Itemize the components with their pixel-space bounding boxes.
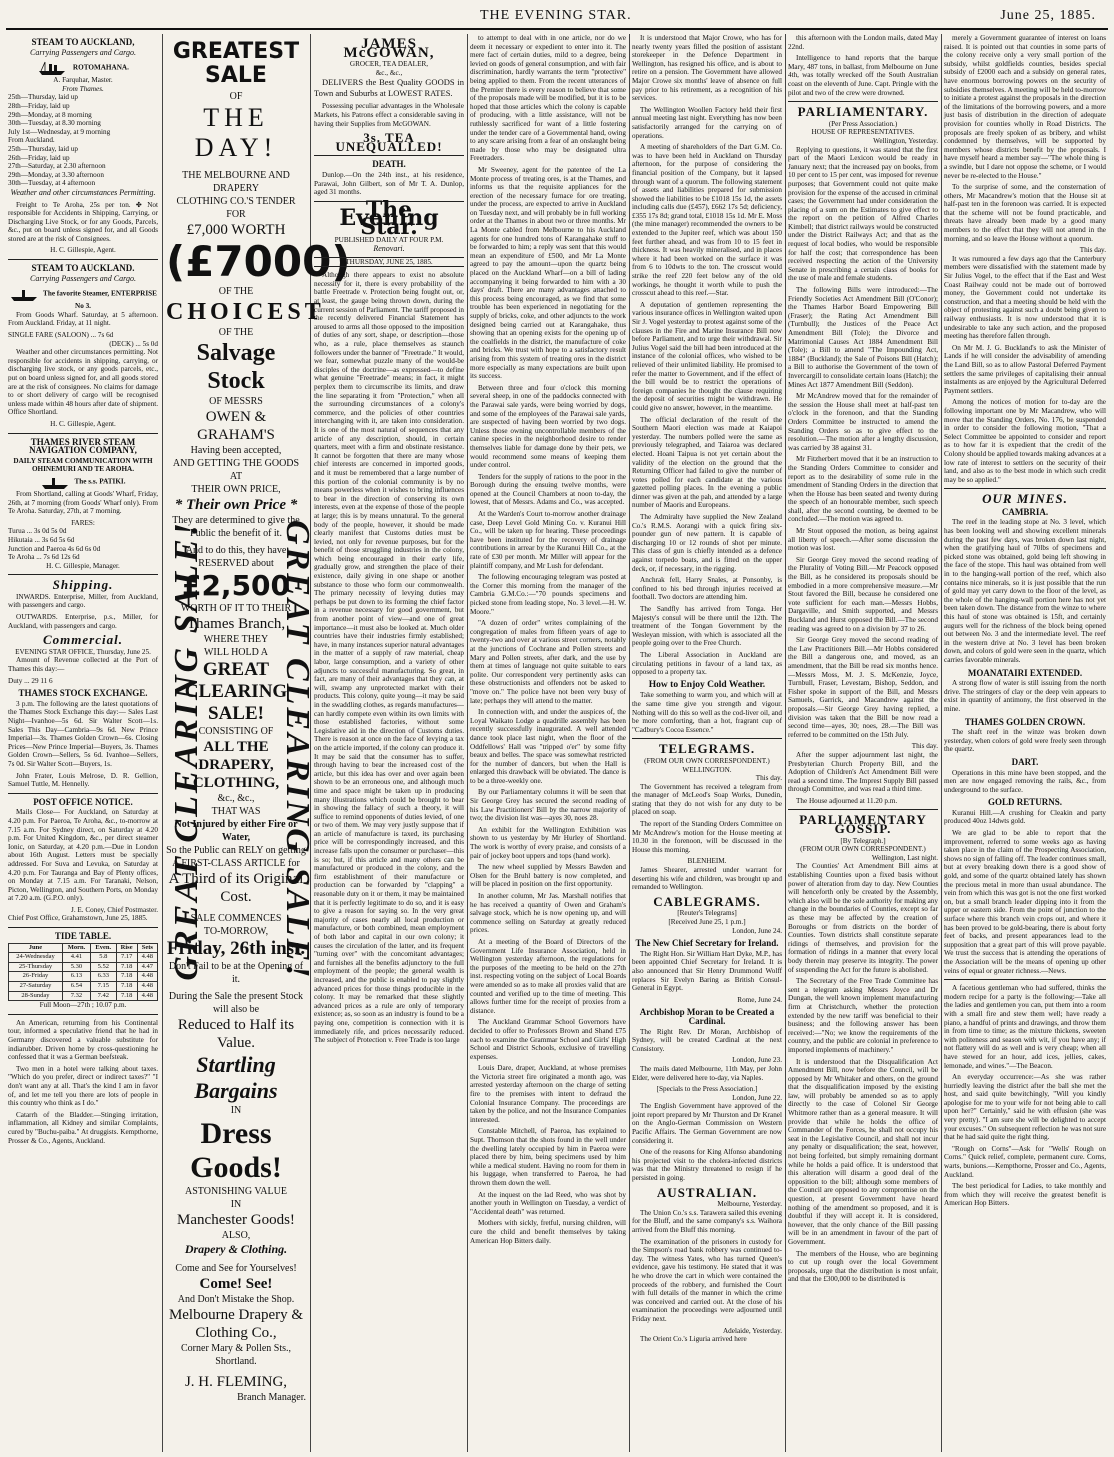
tide-column-header: June xyxy=(9,943,63,953)
tide-cell: 7.17 xyxy=(116,953,137,963)
tide-cell: 4.48 xyxy=(137,991,157,1001)
tide-column-header: Morn. xyxy=(62,943,90,953)
clearing-sale-advertisement: GREATEST SALE OF THE DAY! THE MELBOURNE AND DRAPERY CLOTHING CO.'S TENDER FOR £7,000 WORTH (£7000) OF THE CHOICEST OF THE Salvage Stock OF MESSRS OWEN & GRAHAM'S Having been accepted, AND GETTING THE GOODS AT THEIR OWN PRICE, * Their own Price * They are determined to give the Public the benefit of it. And to do this, they have RESERVED about £2,500 WORTH OF IT TO THEIR Thames Branch, WHERE THEY WILL HOLD A GREAT CLEARING SALE! CONSISTING OF ALL THE DRAPERY, CLOTHING, &c., &c., THAT WAS Not Injured by either Fire or Water, So the Public can RELY on getting A FIRST-CLASS ARTICLE for A Third of its Original Cost. SALE COMMENCES TO-MORROW, Friday, 26th inst. Don't Fail to be at the Opening of it. During the Sale the present Stock will also be Reduced to Half its Value. Startling Bargains IN Dress Goods! ASTONISHING VALUE IN Manchester Goods! ALSO, Drapery & Clothing. Come and See for Yourselves! Come! See! And Don't Mistake the Shop. Melbourne Drapery & Clothing Co., Corner Mary & Pollen Sts., Shortland. J. H. FLEMING, Branch Manager. xyxy=(166,39,351,1403)
tide-cell: 7.18 xyxy=(116,982,137,992)
parliamentary-heading: PARLIAMENTARY. xyxy=(797,104,929,120)
tide-cell: 28-Sunday xyxy=(9,991,63,1001)
telegrams-heading: TELEGRAMS. xyxy=(658,741,756,757)
schedule-line: 25th—Thursday, laid up xyxy=(8,144,79,153)
tide-cell: 24-Wednesday xyxy=(9,953,63,963)
fare-line: Junction and Paeroa 4s 6d 6s 0d xyxy=(8,544,101,553)
column-5: It is understood that Major Crowe, who has for nearly twenty years filled the position of assistant storekeeper in the Defence Department in Wellington, has resigned his office, and is about to retire on a pension. The Government have allowed Major Crowe six months' leave of absence on full pay prior to his retirement, as a recognition of his services. The Wellington Woollen Factory held their first annual meeting last night. Everything has now been satisfactorily arranged for the carrying on of operations. A meeting of shareholders of the Dart G.M. Co. was to have been held in Auckland on Thursday afternoon, for the purpose of considering the financial position of the Company, but it lapsed through want of a quorum. The following statement of assets and liabilities prepared for submission showed the liabilities to be £1018 15s 1d, the assets including calls due (£457), £662 17s 5d; deficiency, £355 17s 8d; grand total, £1018 15s 1d. Mr E. Moss (the mine manager) recommended the owners to be extended to the Jupiter reef, which was about 150 feet further ahead, and was from 10 to 15 feet in thickness. It was heavily mineralised, and in places where it had been worked on the surface it was from 6 to 10dwts to the ton. The crosscut would strike the reef 220 feet below any of the old workings, he thought it worth while to push the crosscut ahead to this reef.—Star. A deputation of gentlemen representing the various insurance offices in Wellington waited upon Sir J. Vogel yesterday to protest against some of the clauses in the Fire and Marine Insurance Bill now before Parliament, and to urge their withdrawal. Sir Julius Vogel said the bill had been introduced at the instance of the colonial offices, who wished to be relieved of their unlimited liability. He promised to refer the matter to Government, and if the effect of the bill would be to restrict the operations of foreign companies he thought the clause requiring the deposit of securities might be withdrawn. He could give no answer, however, in the meantime. The official declaration of the result of the Southern Maori election was made at Kaiapoi yesterday. The numbers polled were the same as previously telegraphed, and Taiaroa was declared elected. Hoani Taipua is not yet certain about the validity of the election on the ground that the Returning Officer had failed to give the number of votes polled for each candidate at the various gazetted polling places. In the evening a public dinner was given at the pah, and attended by a large number of Maoris and Europeans. The Admiralty have supplied the New Zealand Co.'s R.M.S. Aorangi with a quick firing six-pounder gun of new pattern. It is capable of discharging 10 or 12 rounds of shot per minute. This class of gun is chiefly intended as a defence against torpedo boats, and is fitted on the upper deck, or, if necessary, in the rigging. Anchrak fell, Harry Snales, at Ponsonby, is confined to his bed through injuries received at football. Two doctors are attending him. The Sandfly has arrived from Tonga. Her Majesty's consul will be there until the 12th. The treatment of the Tongan Government by the Wesleyan mission, with which is associated all the people going over to the Free Church. The Liberal Association in Auckland are circulating petitions in favour of a land tax, as opposed to a property tax. How to Enjoy Cold Weather. Take something to warm you, and which will at the same time give you strength and vigour. Nothing will do this so well as the cod-liver oil, and be more comforting, than a hot, fragrant cup of "Cadbury's Cocoa Essence." TELEGRAMS. (FROM OUR OWN CORRESPONDENT.) WELLINGTON. This day. The Government has received a telegram from the manager of McLeod's Soap Works, Dunedin, stating that they do not wish for any duty to be placed on soap. The report of the Standing Orders Committee on Mr McAndrew's motion for the House meeting at 10.30 in the forenoon, will be discussed in the House this morning. BLENHEIM. James Shearer, arrested under warrant for deserting his wife and children, was brought up and remanded to Wellington. CABLEGRAMS. [Reuter's Telegrams] [Received June 25, 1 p.m.] London, June 24. The New Chief Secretary for Ireland. The Right Hon. Sir William Hart Dyke, M.P., has been appointed Chief Secretary for Ireland. It is also announced that Sir Henry Drummond Wolff replaces Sir Evelyn Baring as British Consul-General in Egypt. Rome, June 24. Archbishop Moran to be Created a Cardinal. The Right Rev. Dr Moran, Archbishop of Sydney, will be created Cardinal at the next Consistory. London, June 23. The mails dated Melbourne, 11th May, per John Elder, were delivered here to-day, via Naples. [Specials to the Press Association.] London, June 22. The English Government have approved of the joint report prepared by Mr Thurston and Dr Kranel on the Anglo-German Commission on Western Pacific Affairs. The German Government are now considering it. One of the reasons for King Alfonso abandoning his projected visit to the cholera-infected districts was that the Ministry threatened to resign if he persisted in going. AUSTRALIAN. Melbourne, Yesterday. The Union Co.'s s.s. Tarawera sailed this evening for the Bluff, and the same company's s.s. Waihora arrived from the Bluff this morning. The examination of the prisoners in custody for the Simpson's road bank robbery was continued to-day. The witness Yates, who has turned Queen's evidence, gave his testimony. He stated that it was he who drove the cart in which were contained the proceeds of the robbery, and furnished the Court with full details of the manner in which the crime was conceived and carried out. At the close of his examination the proceedings were adjourned until Friday next. Adelaide, Yesterday. The Orient Co.'s Liguria arrived here xyxy=(632,34,782,1344)
steamship-icon xyxy=(9,286,39,302)
tide-column-header: Rise xyxy=(116,943,137,953)
tide-cell: 7.18 xyxy=(116,991,137,1001)
fare-line: Turua ... 3s 0d 5s 0d xyxy=(8,527,67,536)
fare-line: Te Aroha ... 7s 6d 12s 6d xyxy=(8,553,80,562)
tide-cell: 6.33 xyxy=(90,972,116,982)
schedule-line: 26th—Friday, laid up xyxy=(8,153,70,162)
tide-row xyxy=(9,982,158,992)
fares-list xyxy=(8,527,158,561)
tide-cell: 4.48 xyxy=(137,972,157,982)
column-divider xyxy=(162,34,163,1452)
schedule-line: 29th—Monday, at 3.30 afternoon xyxy=(8,170,104,179)
schedule-line: July 1st—Wednesday, at 9 morning xyxy=(8,127,111,136)
tide-cell: 7.18 xyxy=(116,972,137,982)
cold-weather-heading: How to Enjoy Cold Weather. xyxy=(648,679,766,690)
tide-cell: 4.47 xyxy=(137,962,157,972)
tide-cell: 26-Friday xyxy=(9,972,63,982)
cablegrams-heading: CABLEGRAMS. xyxy=(653,893,761,909)
commercial-heading: Commercial. xyxy=(43,632,123,648)
tide-column-header: Even. xyxy=(90,943,116,953)
schedule-line: 30th—Tuesday, at 4 afternoon xyxy=(8,179,96,188)
column-6: this afternoon with the London mails, dated May 22nd. Intelligence to hand reports that the barque Mary, 487 tons, in ballast, from Melbourne on June 4th, was totally wrecked off the South Australian coast on the eleventh of June. Capt. Pringle with the pilot and two of the crew were drowned. PARLIAMENTARY. (Per Press Association.) HOUSE OF REPRESENTATIVES. Wellington, Yesterday. Replying to questions, it was stated that the first part of the Maori Lexicon would be ready in January next; that the increased pay on books, from 10 per cent to 15 per cent, was imposed for revenue purposes; that Government could not quite make provision for the expense of the accused in criminal cases; the Government had under consideration the placing of a sum on the Estimates to give effect to the report on the petition of Alfred Charles Kimbell; that district railways would be constructed under the District Railways Act; and that as the request of local bodies, who would be responsible for half the cost; that correspondence has been received respecting the action of the University Senate in prescribing a certain class of books for the use of male and female students. The following Bills were introduced:—The Friendly Societies Act Amendment Bill (O'Conor); the Thames Harbor Board Empowering Bill (Fraser); the Rating Act Amendment Bill (Turnbull); the Justices of the Peace Act Amendment Bill (Tole); the Divorce and Matrimonial Causes Act 1884 Amendment Bill (Tole); a Bill to amend "The Impounding Act, 1884" (Buckland); the Sale of Poisons Bill (Hatch); a Bill to authorise the Government of the town of Invercargill to consolidate certain loans (Hatch); the Mines Act 1877 Amendment Bill (Seddon). Mr McAndrew moved that for the remainder of the session the House shall meet at half-past ten o'clock in the forenoon, and that the Standing Orders Committee be instructed to amend the Standing Orders so as to give effect to the resolution.—The motion after a lengthy discussion, was carried by 38 against 31. Mr Fitzherbert moved that it be an instruction to the Standing Orders Committee to consider and report as to the desirability of some rule in the amendment of Standing Orders in the direction that when the House has been seated and twenty during the speech of an honourable member, such speech shall, after the second counting, be deemed to be concluded.—The motion was agreed to. Mr Stout opposed the motion, as being against all liberty of speech.—After some discussion the motion was lost. Sir George Grey moved the second reading of the Plurality of Voting Bill.—Mr Peacock opposed the Bill, as he considered its proposals should be embodied in a more comprehensive measure.—Mr Stout favored the Bill, because he considered one vote sufficient for each man.—Messrs Hobbs, Dargaville, and Smith supported, and Messrs Buckland and Hurst opposed the Bill.—The second reading was agreed to on a division by 37 to 26. Sir George Grey moved the second reading of the Law Practitioners Bill.—Mr Hobbs considered the Bill a dangerous one, and moved, as an amendment, that the Bill be read six months hence.—Messrs Moss, M. J. S. McKenzie, Joyce, Turnbull, Fraser, Levestam, Bishop, Seddon, and Fisher spoke in support of the Bill, and Messrs Samuels, Garrick, and Macandrew against the proposals.—Sir George Grey having replied, a division was taken that the Bill be now read a second time—ayes, 30; noes, 28.—The Bill was referred to be committed on the 15th July. This day. After the supper adjournment last night, the Presbyterian Church Property Bill, and the Adoption of Children's Act Amendment Bill were read a second time. The Imprest Supply Bill passed through Committee, and was read a third time. The House adjourned at 11.20 p.m. PARLIAMENTARY GOSSIP. [By Telegraph.] (FROM OUR OWN CORRESPONDENT.) Wellington, Last night. The Counties' Act Amendment Bill aims at establishing Counties upon a fixed basis without power of alteration from day to day. New Counties will henceforth only be created by the Assembly, which also will be the sole authority for making any change in the boundaries of Counties, except so far as these may be affected by the creation of Boroughs or from districts on the border of Counties. Town districts shall constitute separate ridings of themselves, and provision for the formation of ridings in a manner that every local body therein may preserve its integrity. The power of suspending the Act for the future is abolished. The Secretary of the Free Trade Committee has sent a telegram asking Messrs Joyce and Dr Dungan, the well known implement manufacturing firm at Christchurch, whether the protection extended by the new tariff was beneficial to their business; and the following answer has been received:—"No; we know the requirements of the country, and the public are colonial in preference to imported implements of machinery." It is understood that the Disqualification Act Amendment Bill, now before the Council, will be opposed by Mr Whitaker and others, on the ground that the disqualification imposed by the existing law, will probably be amended so as to apply directly to the case of Colonel Sir George Whitmore rather than as a general measure. It will provide that while he holds the office of Commander of the Forces, he shall not occupy his seat in the Legislative Council, and shall not incur any penalty or disqualification; the seat, however, not being forfeited, but simply remaining dormant while he holds a paid office. It is understood that this alteration will disarm a good deal of the opposition to the bill; although some members of the Council are opposed to any compromise on the question, at present Government have heard nothing of the amendment so proposed, and it is doubtful if they will accept it. It is considered, however, that the only chance of the Bill passing will be in an amendment in favour of the part of Government. The members of the House, who are beginning to cut up rough over the local Government proposals, urge that the distribution is most unfair, and that the £300,000 to be distributed is xyxy=(788,34,938,1284)
column-1-shipping: STEAM TO AUCKLAND, Carrying Passengers and Cargo. ROTOMAHANA. A. Farquhar, Master. From Thames. 25th—Thursday, laid up 28th—Friday, laid up 29th—Monday, at 8 morning 30th—Tuesday, at 8.30 morning July 1st—Wednesday, at 9 morning From Auckland. 25th—Thursday, laid up 26th—Friday, laid up 27th—Saturday, at 2.30 afternoon 29th—Monday, at 3.30 afternoon 30th—Tuesday, at 4 afternoon Weather and other circumstances Permitting. Freight to Te Aroha, 25s per ton. ✤ Not responsible for Accidents in Shipping, Carrying, or Discharging Live Stock, or for any Goods, Parcels, &c., put on board unless signed for, and all Goods stored are at the risk of Consignees. H. C. Gillespie, Agent. STEAM TO AUCKLAND. Carrying Passengers and Cargo. The favorite Steamer, ENTERPRISE No 3. From Goods Wharf. Saturday, at 5 afternoon. From Auckland. Friday, at 11 night. SINGLE FARE (SALOON) ... 7s 6d (DECK) ... 5s 0d Weather and other circumstances permitting. Not responsible for accidents in shipping, carrying, or discharging live stock, or any goods parcels, etc., put on board unless signed for, and all goods stored are at the risk of consignees. No claims for damage to or short delivery of cargo will be recognised unless made within 48 hours after date of shipment. Office Shortland. H. C. Gillespie, Agent. THAMES RIVER STEAM NAVIGATION COMPANY, DAILY STEAM COMMUNICATION WITH OHINEMURI AND TE AROHA. The s.s. PATIKI. From Shortland, calling at Goods' Wharf, Friday, 26th, at 7 morning (from Goods' Wharf only). From Te Aroha. Saturday, 27th, at 7 morning. FARES: Turua ... 3s 0d 5s 0d Hikutaia ... 3s 6d 5s 6d Junction and Paeroa 4s 6d 6s 0d Te Aroha ... 7s 6d 12s 6d H. C. Gillespie, Manager. Shipping. INWARDS. Enterprise, Miller, from Auckland, with passengers and cargo. OUTWARDS. Enterprise, p.s., Miller, for Auckland, with passengers and cargo. Commercial. EVENING STAR OFFICE, Thursday, June 25. Amount of Revenue collected at the Port of Thames this day:— Duty ... 29 11 6 THAMES STOCK EXCHANGE. 3 p.m. The following are the latest quotations of the Thames Stock Exchange this day:— Sales Last Night—Ivanhoe—5s 6d. Sir Walter Scott—1s. Sales This Day—Cambria—9s 6d. New Prince Imperial—3s. Thames Golden Crown—6s. Closing Prices—New Prince Imperial—Buyers, 3s. Thames Golden Crown—Sellers, 5s 6d. Ivanhoe—Sellers, 7s 0d. Sir Walter Scott—Buyers, 1s. John Frater, Louis Melrose, D. R. Gellion, Samuel Tuttle, M. Hennelly. POST OFFICE NOTICE. Mails Close— For Auckland, on Saturday at 4.20 p.m. For Paeroa, Te Aroha, &c., to-morrow at 7.15 a.m. For Sydney direct, on Saturday at 4.20 p.m. For United Kingdom, &c., per direct steamer Ionic, on Saturday, at 4.20 p.m.—Due in London about 16th August. Letters must be specially addressed. For Suva and Levuka, on Saturday at 4.20 p.m. For Tauranga and Bay of Plenty offices, on Monday at 7.15 a.m. For Taranaki, Nelson, Picton, Wellington, and Southern Ports, on Monday at 7.20 a.m. (G.P.O. only). J. E. Coney, Chief Postmaster. Chief Post Office, Grahamstown, June 25, 1885. TIDE TABLE. June Morn. Even. Rise Sets 24-Wednesday 4.41 5.8 7.17 4.48 25-Thursday 5.30 5.52 7.18 4.47 26-Friday 6.13 6.33 7.18 4.48 27-Saturday 6.54 7.15 7.18 4.48 28-Sunday 7.32 7.42 7.18 4.48 Full Moon—27th ; 10.07 p.m. An American, returning from his Continental tour, informed a speculative friend that he had in Germany discovered a valuable substitute for indiarubber. Driven home by cross-questioning he confessed that it was a German beefsteak. Two men in a hotel were talking about taxes. "Which do you prefer, direct or indirect taxes?" "I don't want any at all. That's the kind I am in favor of, and let me tell you there are lots of people in this country who think as I do." Catarrh of the Bladder.—Stinging irritation, inflammation, all Kidney and similar Complaints, cured by "Buchu-paiba." At druggists. Kempthorne, Prosser & Co., Agents, Auckland. xyxy=(8,37,158,1145)
great-clearing-sale-vertical-right: GREAT CLEARING SALE! xyxy=(279,520,316,981)
column-7: merely a Government guarantee of interest on loans raised. It is pointed out that counties in some parts of the colony receive only a very small portion of the subsidy, whilst goldfields counties, besides special subsidy of £2000 each and a subsidy on general rates, have enormous borrowing powers on the security of subsidies themselves. A meeting will be held to-morrow to initiate a protest against the proposals in the direction of the limitations of the borrowing powers, and a more just basis of distribution in the direction of adequate provision for counties wholly in Road Districts. The proposals are freely spoken of as bribery, and whilst condemned by themselves, will be supported by members whose districts benefit by the proposals. I have myself heard a member say—"The whole thing is a swindle, but I dare not oppose the scheme, or I would never be re-elected to the House." To the surprise of some, and the consternation of others, Mr Macandrew's motion that the House sit at half-past ten in the forenoon was carried. It is expected that the scheme will not be found practicable, and threats have already been made by a good many members to the effect that they will not attend in the morning, and so leave the House without a quorum. This day. It was rumoured a few days ago that the Canterbury members were dissatisfied with the statement made by Sir Julius Vogel, to the effect that if the East and West Coast Railway could not be made out of borrowed money, the Government could not undertake its construction, and that a meeting should be held with the object of protesting against such a doubt being given to railway enthusiasts. It is now understood that it is undesirable to take any such action, and the proposed meeting has therefore fallen through. On Mr M. J. G. Buckland's to ask the Minister of Lands if he will consider the advisability of amending the Land Bill, so as to allow Pastoral Deferred Payment settlers the same privileges of capitalising their annual instalments as are enjoyed by the Agricultural Deferred Payment settlers. Among the notices of motion for to-day are the following important one by Mr Macandrew, who will move that the Standing Orders, No. 176, be suspended in order to consider the following motion, "That a Select Committee be appointed to consider and report as to how far it is expedient that the credit of the Colony should be applied towards making advances at a low rate of interest to settlers on the security of their land, and also as to the best mode in which such credit may be so applied." OUR MINES. CAMBRIA. The reef in the leading stope at No. 3 level, which has been looking well and showing excellent minerals during the past few days, was broken down last night, when the gratifying haul of 70lbs of specimens and picked stone was obtained, gold being left showing in the face of the stope. This haul was obtained from well in to the hanging-wall portion of the reef, which also contains nice minerals, so it is just possible that the run of gold may yet carry down to the floor of the level, as the whole of the hanging-wall portion here has not yet been taken down. The distance from the winze to where this haul of stone was obtained is 15ft, and certainly augurs well for the richness of the block being opened out between No. 3 and the intermediate level. The reef in the western drive at No. 3 level has been broken down, and colors of gold were seen in the quartz, which carries favorable minerals. MOANATAIRI EXTENDED. A strong flow of water is still issuing from the north drive. The stringers of clay or the deep vein appears to exist in quantity of antimony, the first observed in the mine. THAMES GOLDEN CROWN. The shaft reef in the winze was broken down yesterday, when colors of gold were freely seen through the quartz. DART. Operations in this mine have been stopped, and the men are now engaged removing the rails, &c., from underground to the surface. GOLD RETURNS. Kuranui Hill.—A crushing for Cleakin and party produced 40oz 14dwts gold. We are glad to be able to report that the improvement, referred to some weeks ago as having taken place in the claim of the Prospecting Association, shows no sign of falling off. The leader continues small, but at every breaking down there is a good show of gold, and some of the quartz obtained lately has shown the precious metal in more than usual abundance. The vein from which this was got is not the one first worked on, but a small branch leader dipping into it from the upper or eastern side. From the point of junction to the surface where this branch vein crops out, and where it has been proved to be gold-bearing, there is about forty feet of backs, and present appearances lead to the supposition that a great part of this will prove payable. We trust the success that is attending the operations of the Association will be the means of opening up other veins of equal or greater richness.—News. A facetious gentleman who had suffered, thinks the modern recipe for a party is the following:—Take all the ladies and gentlemen you can, put them into a room with a small fire and stew them well; have ready a piano, a handful of prints and drawings, and throw them in from time to time; as the mixture thickens, sweeten with politeness and season with wit, if you have any; if not flattery will do as well and is very cheap; when all have stewed for an hour, add ices, jellies, cakes, lemonade, and wines."—The Beacon. An everyday occurrence:—As she was rather hurriedly leaving the district after the ball she met the host, and said quite bewitchingly, "Will you kindly apologise for me to your wife for not being able to call upon her?" Certainly," said he with effusion (she was very pretty). "I am sure she will be delighted to accept your excuses." On subsequent reflection he was not sure that he had said quite the right thing. "Rough on Corns"—Ask for "Wells' Rough on Corns." Quick relief, complete, permanent cure. Corns, warts, bunions.—Kempthorne, Prosser and Co., Agents, Auckland. The best periodical for Ladies, to take monthly and from which they will receive the greatest benefit is American Hop Bitters. xyxy=(944,34,1107,1208)
column-4: to attempt to deal with in one article, nor do we deem it necessary or expedient to enter into it. The mere fact of certain duties, mild to a degree, being levied on goods of general consumption, and with fair discrimination, hardly warrants the term "protective" being applied to them. From the recent utterances of the Premier there is every reason to believe that some of the proposals made will be modified, but it is to be hoped that those articles which the colony is capable of producing, with a little assistance, will not be ruthlessly sacrificed for want of a little fostering under the tender care of a Governmental hand, owing to any scare arising from a fear of an onslaught being made by those who may be designated ultra Freetraders. Mr Sweeney, agent for the patentee of the La Monte process of treating ores, is at the Thames, and informs us that the requisite appliances for the erection of the necessary furnace for ore treating, under the process, are expected to arrive in Auckland on Tuesday next, and will probably be in full working order at the Thames in about two or three months. Mr La Monte cabled from Melbourne to his Auckland agents for one hundred tons of Karangahake stuff to be forwarded to him; a reply was sent that this would mean an expenditure of £500, and Mr La Monte agreed to pay the amount—upon the quartz being placed on the Auckland Wharf—on a bill of lading accompanying it being forwarded to him with a 30 days' draft. There are many advantages attached to this process being encouraged, as we find that some trouble has been experienced in negotiating for the supply of bricks, coke, and other adjuncts to the work designed being carried out at Karangahake, thus showing that an opening exists for the opening up of the coalfields in the district, the manufacture of coke and bricks. We trust with hope to a satisfactory result arising from this system of treating ores in the district more especially as many expectations are built upon its success. Between three and four o'clock this morning several sheep, in one of the paddocks connected with the Parawai sale yards, were being worried by dogs, and some of the employees of the Parawai sale yards, are suspected of having been worried by two dogs. Unless those owning uncontrollable members of the canine species in the neighborhood desire to render themselves liable for damage done by their pets, we would recommend some means of keeping them under control. Tenders for the supply of rations to the poor in the Borough during the ensuing twelve months, were opened at the Council Chambers at noon to-day, the lowest, that of Messrs. Adams and Co., was accepted. At the Warden's Court to-morrow another drainage case, Deep Level Gold Mining Co. v. Kuranui Hill Co., will be taken up for hearing. These proceedings have been instituted for the recovery of drainage contributions in arrear by the Kuranui Hill Co., at the rate of £30 per month. Mr Miller will appear for the plaintiff company, and Mr Lush for defendant. The following encouraging telegram was posted at the Corner this morning from the manager of the Cambria G.M.Co.:—"70 pounds specimens and picked stone from leading stope, No. 3 level.—H. W. Moore." "A dozen of order" writes complaining of the congregation of males from fifteen years of age to twenty-two and over at various street corners, notably at the junctions of Cochrane and Pollen streets and Mary and Pollen streets, after dark, and the use by them at times of language not quite suitable to ears polite. Our correspondent very pertinently asks can these obstructionists and offenders not be asked to "move on." The police have not been very busy of late; perhaps they will attend to the matter. In connection with, and under the auspices of, the Loyal Waikato Lodge a quadrille assembly has been recently successfully inaugurated. A well attended dance took place last night, when the floor of the Oddfellows' Hall was "tripped o'er" by some fifty beaux and belles. The space was somewhat restricted for the number of dancers, but when the Hall is enlarged this drawback will be obviated. The dance is to be a three-weekly one. By our Parliamentary columns it will be seen that Sir George Grey has secured the second reading of his Law Practitioners' Bill by the narrow majority of two; the division list was—ayes 30, noes 28. An exhibit for the Wellington Exhibition was shown to us yesterday by Mr Hurley of Shortland. The work is worthy of every praise, and consists of a pair of jockey boot uppers and tops (hand work). The new wheel supplied by Messrs Bawden and Olsen for the Bruhl battery is now completed, and will be placed in position on the first opportunity. In another column, Mr Jas. Marshall notifies that he has received a quantity of Owen and Graham's salvage stock, which he is now opening up, and will commence selling on Saturday at greatly reduced prices. At a meeting of the Board of Directors of the Government Life Insurance Association, held in Wellington yesterday afternoon, the regulations for the purposes of the meeting to be held on the 27th inst. respecting voting on the subject of Local Boards were amended so as to make all proxies valid that are counted and verified up to the time of meeting. This allows further time for the receipt of proxies from a distance. The Auckland Grammar School Governors have decided to offer to Professors Brown and Shand £75 each to examine the Grammar School and Girls' High School and District Schools, exclusive of travelling expenses. Louis Dare, draper, Auckland, at whose premises the Victoria street fire originated a month ago, was arrested yesterday afternoon on the charge of setting fire to the premises with intent to defraud the Colonial Insurance Company. The proceedings are taken by the police, and not the Insurance Companies interested. Constable Mitchell, of Paeroa, has explained to Supt. Thomson that the shots found in the well under the dwelling lately occupied by him in Paeroa were placed there by him, being specimens used by him while a medical student. Having no room for them in his luggage, when transferred to Paeroa, he had thrown them down the well. At the inquest on the lad Reed, who was shot by another youth in Wellington on Tuesday, a verdict of "Accidental death" was returned. Mothers with sickly, fretful, nursing children, will cure the child and benefit themselves by taking American Hop Bitters daily. xyxy=(470,34,626,1245)
schedule-line: From Auckland. xyxy=(8,136,55,145)
tide-cell: 4.48 xyxy=(137,953,157,963)
masthead: The Evening Star. xyxy=(339,196,439,240)
tide-cell: 7.32 xyxy=(62,991,90,1001)
tide-row xyxy=(9,962,158,972)
sailing-schedule xyxy=(8,93,158,188)
fare-line: Hikutaia ... 3s 6d 5s 6d xyxy=(8,535,75,544)
schedule-line: 28th—Friday, laid up xyxy=(8,101,70,110)
tide-cell: 6.13 xyxy=(62,972,90,982)
newspaper-title: THE EVENING STAR. xyxy=(480,8,632,23)
steamship-icon xyxy=(40,474,70,490)
tide-cell: 7.15 xyxy=(90,982,116,992)
steam-auckland-heading: STEAM TO AUCKLAND, xyxy=(31,37,135,47)
australian-heading: AUSTRALIAN. xyxy=(656,1184,758,1200)
schedule-line: 25th—Thursday, laid up xyxy=(8,93,79,102)
tide-cell: 25-Thursday xyxy=(9,962,63,972)
parliamentary-gossip-heading: PARLIAMENTARY GOSSIP. xyxy=(799,812,927,837)
steamship-icon xyxy=(37,60,67,76)
tide-cell: 27-Saturday xyxy=(9,982,63,992)
tide-cell: 4.41 xyxy=(62,953,90,963)
tide-row xyxy=(9,953,158,963)
tide-cell: 6.54 xyxy=(62,982,90,992)
tide-cell: 4.48 xyxy=(137,982,157,992)
tide-cell: 5.52 xyxy=(90,962,116,972)
our-mines-heading: OUR MINES. xyxy=(982,491,1068,507)
tide-cell: 7.42 xyxy=(90,991,116,1001)
header-rule xyxy=(6,28,1108,30)
mcgowan-advert-title: JAMES McGOWAN, xyxy=(343,36,435,61)
tide-cell: 7.18 xyxy=(116,962,137,972)
column-divider xyxy=(941,34,942,1452)
column-3: JAMES McGOWAN, GROCER, TEA DEALER, &c., &c., DELIVERS the Best Quality GOODS in Town and Suburbs at LOWEST RATES. Possessing peculiar advantages in the Wholesale Markets, his Patrons effect a considerable saving in having their Supplies from McGOWAN. 3s. TEA UNEQUALLED! DEATH. Dunlop.—On the 24th inst., at his residence, Parawai, John Gilbert, son of Mr T. A. Dunlop, aged 31 months. The Evening Star. PUBLISHED DAILY AT FOUR P.M. Renovari. THURSDAY, JUNE 25, 1885. Although there appears to exist no absolute necessity for it, there is every probability of the battle Freetrade v. Protection being fought out, or, at least, the gauge being thrown down, during the current session of Parliament. The tariff proposed in the recently delivered Financial Statement has aroused to arms all those opposed to the imposition of duties of any sort, shape, or description—those who, as a rule, place themselves as staunch followers under the banner of "Freetrade." It would, we fear, somewhat puzzle many of the would-be disciples of the doctrine—as expressed—to define what genuine "Freetrade" means; in fact, it might perplex them to circumscribe its limits, and draw the line separating it from "Protection," when all the surrounding circumstances of a colony's commerce, and the policies of other countries interchanging with it, are taken into consideration. It is one of the most natural of sequences that any article of any description, should, in certain quarters, meet with a firm and obstinate resistance. It cannot be forgotten that there are many whose chief interests are concerned in imported goods, and it must be remembered that a large number of this portion of the colonial community is by no means powerless when it wishes to bring influences to bear in the direction of conserving its own interests, even at the expense of those of the people at large; this is by means unnatural. To the general body of the people, however, it should be made clearly manifest that Customs duties must be levied, not only for revenue purposes, but for the benefit of those struggling industries in the colony, which being encouraged in their early life, gradually grow, and strengthen the place of their existence, daily giving in one shape or another substance to those who form our commonwealth. The primary necessity of levying duties may perhaps be put down to its forming the chief factor in a revenue necessary for good government, but from another point of view—and one of great importance—it must also be looked at. Much older countries have their industries firmly established; have, in many instances superior natural advantages in the matter of a supply of raw material, cheap labor, large consumption, and a variety of other adjuncts to successful manufacturing. So great, in fact, are many of their advantages that they can, at will, swamp any unprotected market with their products. This colony, quite young—it may be said in the swaddling clothes, as regards manufactures—can hardly compete even within its own limits with those established factories, without some Legislative aid in the direction of Customs duties. There is reason at once on the face of levying a tax on the article imported, if the colony can produce it. It may be said that the consumer has to suffer, through having to bear the increased cost of the article, but this idea has over and over again been shown to be an erroneous one, and although much time and space might be taken up in producing many illustrations which could be brought to bear in showing the fallacy of such a theory, it will suffice to remind opponents of duties levied, of one or two of them. We may very justly suppose that if an article of manufacture is taxed, its purchasing price will be correspondingly increased, and this increase falls upon the consumer or purchaser—this is so; but, if this article and many others can be manufactured or produced in the colony, and the firm establishment of their manufacture or production can be forwarded by "clapping" a reasonable duty on it or them, it may be maintained that it is perfectly legitimate to do so, and it is easy to give a reason for saying so. In the very great majority of cases nearly all local production or manufacture, or both combined, mean employment of both labor and capital in our own colony; it causes the circulation of the latter, and its frequent "turning over" with the concomitant advantages; and furnishes all the benefits adjunctory to the full employment of the people; the general wealth is increased, and the public is enabled to pay slightly advanced prices for those things producible in the colony. It may be remarked that these slightly advanced prices as a rule are only of temporary existence; as, so soon as an industry is found to be a paying one, competition is connection with it is immediately rife, and prices necessarily reduced. The subject of Protection v. Free Trade is too large xyxy=(314,36,464,1045)
page-header xyxy=(0,0,1114,30)
tide-column-header: Sets xyxy=(137,943,157,953)
schedule-line: 27th—Saturday, at 2.30 afternoon xyxy=(8,162,106,171)
editorial-article: Although there appears to exist no absolute necessity for it, there is every probability of the battle Freetrade v. Protection being fought out, or, at least, the gauge being thrown down, during the current session of Parliament. The tariff proposed in the recently delivered Financial Statement has aroused to arms all those opposed to the imposition of duties of any sort, shape, or description—those who, as a rule, place themselves as staunch followers under the banner of "Freetrade." It would, we fear, somewhat puzzle many of the would-be disciples of the doctrine—as expressed—to define what genuine "Freetrade" means; in fact, it might perplex them to circumscribe its limits, and draw the line separating it from "Protection," when all the surrounding circumstances of a colony's commerce, and the policies of other countries interchanging with it, are taken into consideration. It is one of the most natural of sequences that any article of any description, should, in certain quarters, meet with a firm and obstinate resistance. It cannot be forgotten that there are many whose chief interests are concerned in imported goods, and it must be remembered that a large number of this portion of the colonial community is by no means powerless when it wishes to bring influences to bear in the direction of conserving its own interests, even at the expense of those of the people at large; this is by means unnatural. To the general body of the people, however, it should be made clearly manifest that Customs duties must be levied, not only for revenue purposes, but for the benefit of those struggling industries in the colony, which being encouraged in their early life, gradually grow, and strengthen the place of their existence, daily giving in one shape or another substance to those who form our commonwealth. The primary necessity of levying duties may perhaps be put down to its forming the chief factor in a revenue necessary for good government, but from another point of view—and one of great importance—it must also be looked at. Much older countries have their industries firmly established; have, in many instances superior natural advantages in the matter of a supply of raw material, cheap labor, large consumption, and a variety of other adjuncts to successful manufacturing. So great, in fact, are many of their advantages that they can, at will, swamp any unprotected market with their products. This colony, quite young—it may be said in the swaddling clothes, as regards manufactures—can hardly compete even within its own limits with those established factories, without some Legislative aid in the direction of Customs duties. There is reason at once on the face of levying a tax on the article imported, if the colony can produce it. It may be said that the consumer has to suffer, through having to bear the increased cost of the article, but this idea has over and over again been shown to be an erroneous one, and although much time and space might be taken up in producing many illustrations which could be brought to bear in showing the fallacy of such a theory, it will suffice to remind opponents of duties levied, of one or two of them. We may very justly suppose that if an article of manufacture is taxed, its purchasing price will be correspondingly increased, and this increase falls upon the consumer or purchaser—this is so; but, if this article and many others can be manufactured or produced in the colony, and the firm establishment of their manufacture or production can be forwarded by "clapping" a reasonable duty on it or them, it may be maintained that it is perfectly legitimate to do so, and it is easy to give a reason for saying so. In the very great majority of cases nearly all local production or manufacture, or both combined, mean employment of both labor and capital in our own colony; it causes the circulation of the latter, and its frequent "turning over" with the concomitant advantages; and furnishes all the benefits adjunctory to the full employment of the people; the general wealth is increased, and the public is enabled to pay slightly advanced prices for those things producible in the colony. It may be remarked that these slightly advanced prices as a rule are only of temporary existence; as, so soon as an industry is found to be a paying one, competition is connection with it is immediately rife, and prices necessarily reduced. The subject of Protection v. Free Trade is too large xyxy=(314,271,464,1045)
column-divider xyxy=(467,34,468,1452)
column-divider xyxy=(785,34,786,1452)
tide-table xyxy=(8,943,158,1002)
shipping-heading: Shipping. xyxy=(52,577,114,593)
tide-row xyxy=(9,972,158,982)
column-divider xyxy=(629,34,630,1452)
schedule-line: 30th—Tuesday, at 8.30 morning xyxy=(8,119,101,128)
page-date: June 25, 1885. xyxy=(1000,8,1096,23)
tide-cell: 5.8 xyxy=(90,953,116,963)
tide-row xyxy=(9,991,158,1001)
schedule-line: 29th—Monday, at 8 morning xyxy=(8,110,92,119)
great-clearing-sale-vertical-left: GREAT CLEARING SALE! xyxy=(168,520,205,981)
tide-cell: 5.30 xyxy=(62,962,90,972)
